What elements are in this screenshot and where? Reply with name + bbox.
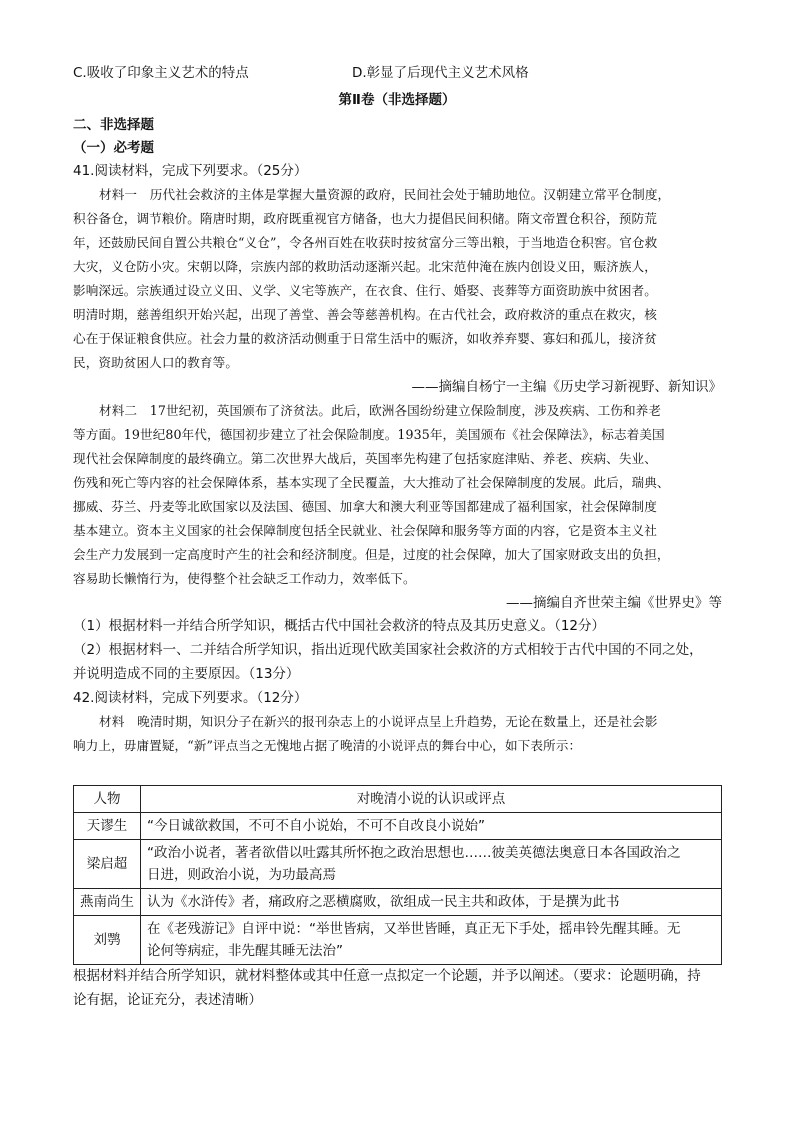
table-cell-comment (141, 813, 722, 840)
table-row (74, 840, 722, 889)
material2-line: 基本建立。资本主义国家的社会保障制度包括全民就业、社会保障和服务等方面的内容，它是资本主义社 (73, 523, 657, 538)
table-header-person: 人物 (74, 786, 141, 813)
material2-line: 等方面。19世纪80年代，德国初步建立了社会保险制度。1935年，美国颁布《社会保障法》，标志着美国 (73, 427, 665, 442)
question-41-sub2-cont: 并说明造成不同的主要原因。（13分） (73, 666, 300, 682)
q42-material-line: 材料 晚清时期，知识分子在新兴的报刊杂志上的小说评点呈上升趋势，无论在数量上，还是社会影 (99, 714, 658, 729)
table-cell-person: 刘鹗 (74, 916, 141, 965)
comment-line: “今日诚欲救国，不可不自小说始，不可不自改良小说始” (147, 818, 485, 834)
material2-line: 挪威、芬兰、丹麦等北欧国家以及法国、德国、加拿大和澳大利亚等国都建成了福利国家，社会保障制度 (73, 499, 657, 514)
question-42-stem: 42.阅读材料，完成下列要求。（12分） (73, 690, 308, 706)
table-header-comment: 对晚清小说的认识或评点 (141, 786, 722, 813)
option-d: D.彰显了后现代主义艺术风格 (352, 65, 529, 81)
material2-line: 伤残和死亡等内容的社会保障体系，基本实现了全民覆盖，大大推动了社会保障制度的发展。此后，瑞典、 (73, 475, 670, 490)
table-header-row (74, 786, 722, 813)
q42-material-line: 响力上，毋庸置疑，“新”评点当之无愧地占据了晚清的小说评点的舞台中心，如下表所示： (73, 738, 582, 753)
comment-line: 认为《水浒传》者，痛政府之恶横腐败，欲组成一民主共和政体，于是撰为此书 (147, 894, 620, 910)
material2-source: ——摘编自齐世荣主编《世界史》等 (506, 595, 722, 611)
material1-line: 明清时期，慈善组织开始兴起，出现了善堂、善会等慈善机构。在古代社会，政府救济的重点在救灾，核 (73, 307, 657, 322)
comment-line: 日进，则政治小说，为功最高焉 (147, 867, 336, 883)
comment-line: “政治小说者，著者欲借以吐露其所怀抱之政治思想也……彼美英德法奥意日本各国政治之 (147, 845, 681, 861)
material2-line: 会生产力发展到一定高度时产生的社会和经济制度。但是，过度的社会保障，加大了国家财政支出的负担， (73, 547, 670, 562)
table-row (74, 813, 722, 840)
material1-line: 民，资助贫困人口的教育等。 (73, 355, 239, 370)
question-41-sub2: （2）根据材料一、二并结合所学知识，指出近现代欧美国家社会救济的方式相较于古代中国的不同之处， (73, 642, 703, 658)
material1-line: 心在于保证粮食供应。社会力量的救济活动侧重于日常生活中的赈济，如收养弃婴、寡妇和孤儿，接济贫 (73, 331, 657, 346)
material1-line: 大灾，义仓防小灾。宋朝以降，宗族内部的救助活动逐渐兴起。北宋范仲淹在族内创设义田，赈济族人， (73, 259, 657, 274)
material1-line: 材料一 历代社会救济的主体是掌握大量资源的政府，民间社会处于辅助地位。汉朝建立常平仓制度， (99, 187, 671, 202)
question-42-task-cont: 论有据，论证充分，表述清晰） (73, 992, 262, 1008)
volume-title: 第Ⅱ卷（非选择题） (338, 92, 456, 108)
question-42-task: 根据材料并结合所学知识，就材料整体或其中任意一点拟定一个论题，并予以阐述。（要求：论题明确，持 (73, 968, 701, 984)
table-cell-comment (141, 840, 722, 889)
novel-commentary-table (73, 785, 722, 965)
material1-line: 影响深远。宗族通过设立义田、义学、义宅等族产，在衣食、住行、婚娶、丧葬等方面资助族中贫困者。 (73, 283, 657, 298)
table-cell-person: 天谬生 (74, 813, 141, 840)
subsection-title: （一）必考题 (73, 140, 154, 156)
material1-source: ——摘编自杨宁一主编《历史学习新视野、新知识》 (411, 379, 722, 395)
material1-line: 年，还鼓励民间自置公共粮仓“义仓”，令各州百姓在收获时按贫富分三等出粮，于当地造仓积窖。官仓救 (73, 235, 658, 250)
table-row (74, 916, 722, 965)
table-cell-person: 梁启超 (74, 840, 141, 889)
question-41-sub1: （1）根据材料一并结合所学知识，概括古代中国社会救济的特点及其历史意义。（12分） (73, 618, 606, 634)
material2-line: 容易助长懒惰行为，使得整个社会缺乏工作动力，效率低下。 (73, 571, 416, 586)
table-cell-comment (141, 916, 722, 965)
question-41-stem: 41.阅读材料，完成下列要求。（25分） (73, 163, 308, 179)
comment-line: 论何等病症，非先醒其睡无法治” (147, 943, 343, 959)
material2-line: 现代社会保障制度的最终确立。第二次世界大战后，英国率先构建了包括家庭津贴、养老、疾病、失业、 (73, 451, 657, 466)
table-row (74, 889, 722, 916)
material2-line: 材料二 17世纪初，英国颁布了济贫法。此后，欧洲各国纷纷建立保险制度，涉及疾病、工伤和养老 (99, 403, 662, 418)
comment-line: 在《老残游记》自评中说：“举世皆病，又举世皆睡，真正无下手处，摇串铃先醒其睡。无 (147, 921, 681, 937)
table-cell-person: 燕南尚生 (74, 889, 141, 916)
material1-line: 积谷备仓，调节粮价。隋唐时期，政府既重视官方储备，也大力提倡民间积储。隋文帝置仓积谷，预防荒 (73, 211, 657, 226)
section-title: 二、非选择题 (73, 117, 154, 133)
option-c: C.吸收了印象主义艺术的特点 (73, 65, 249, 81)
table-cell-comment (141, 889, 722, 916)
